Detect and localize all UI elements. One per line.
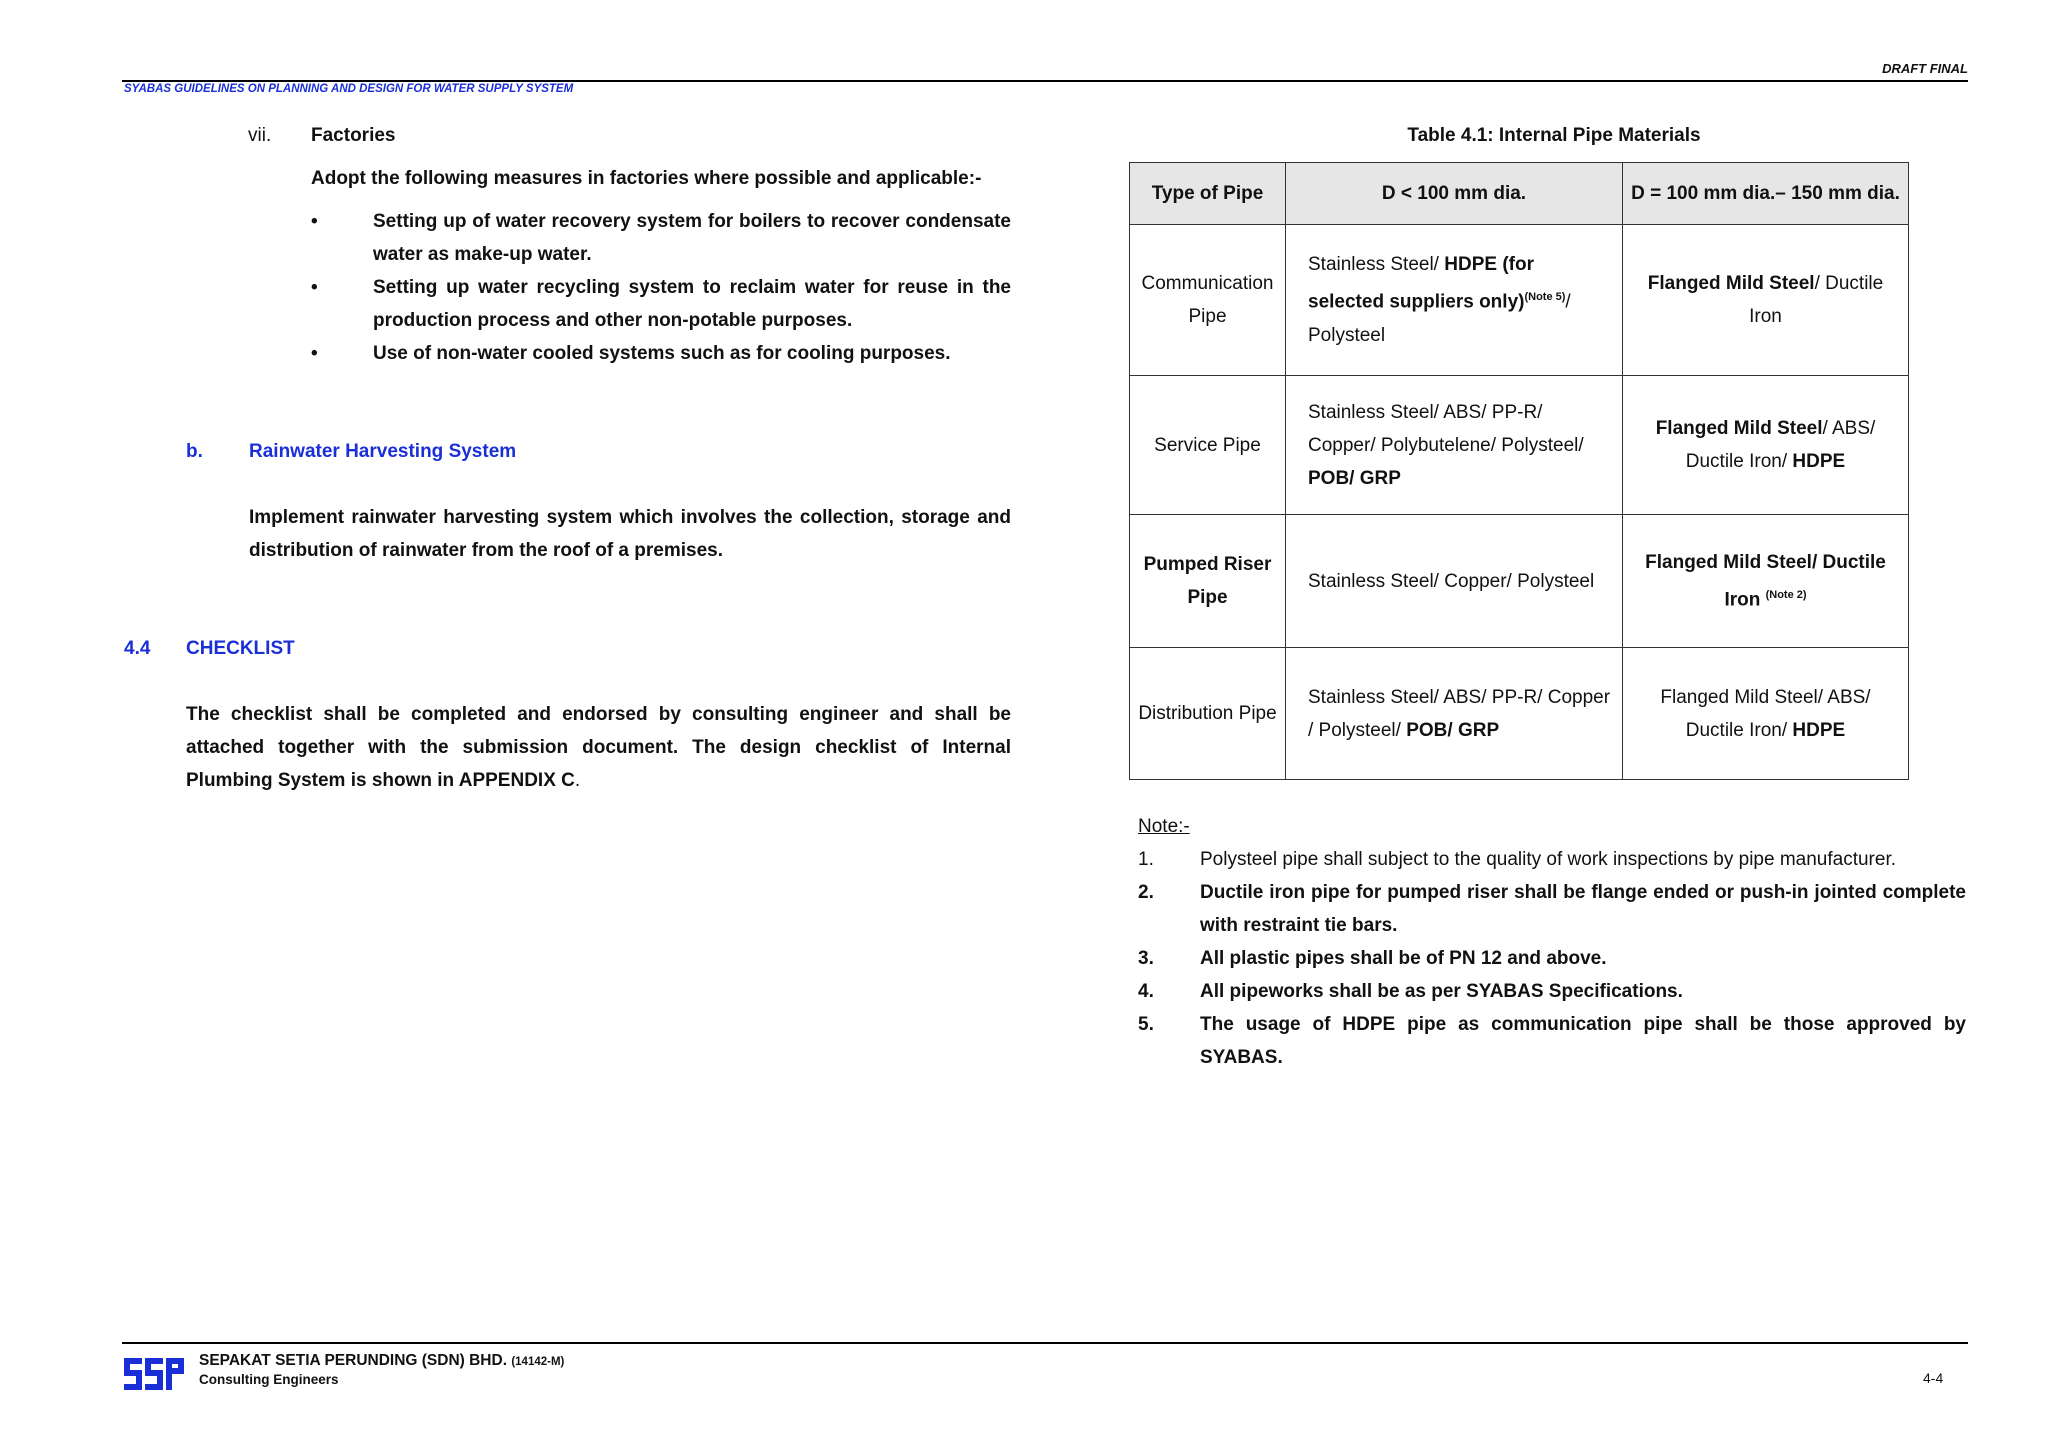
draft-label: DRAFT FINAL [1882, 61, 1968, 76]
cell-large-materials: Flanged Mild Steel/ Ductile Iron $^{(Note 2)}$ [1623, 515, 1909, 648]
note-item: 1. Polysteel pipe shall subject to the quality of work inspections by pipe manufacturer. [1138, 849, 1896, 870]
table-row [1130, 225, 1909, 376]
rainwater-text: Implement rainwater harvesting system which involves the collection, storage and distribution of rainwater from the roof of a premises. [249, 507, 1011, 561]
cell-small-materials: Stainless Steel/ ABS/ PP-R/ Copper / Polysteel/ POB/ GRP [1286, 648, 1623, 780]
cell-small-materials: Stainless Steel/ HDPE (for selected suppliers only)$^{(Note 5)}$/ Polysteel [1286, 225, 1623, 376]
list-item [311, 337, 1011, 370]
header-small-diameter: D < 100 mm dia. [1286, 163, 1623, 225]
company-subtitle: Consulting Engineers [199, 1372, 339, 1387]
rainwater-letter: b. [186, 441, 203, 462]
document-title: SYABAS GUIDELINES ON PLANNING AND DESIGN FOR WATER SUPPLY SYSTEM [124, 83, 574, 95]
list-item [311, 205, 1011, 271]
bullet-icon: • [311, 211, 318, 232]
cell-pipe-type: Pumped Riser Pipe [1130, 515, 1286, 648]
cell-large-materials: Flanged Mild Steel/ ABS/ Ductile Iron/ HDPE [1623, 376, 1909, 515]
bullet-icon: • [311, 277, 318, 298]
cell-small-materials: Stainless Steel/ ABS/ PP-R/ Copper/ Polybutelene/ Polysteel/ POB/ GRP [1286, 376, 1623, 515]
cell-small-materials: Stainless Steel/ Copper/ Polysteel [1286, 515, 1623, 648]
pipe-materials-table [1129, 162, 1909, 780]
company-name: SEPAKAT SETIA PERUNDING (SDN) BHD. (14142-M) [199, 1352, 565, 1369]
factories-intro: Adopt the following measures in factories where possible and applicable:- [311, 168, 982, 189]
checklist-number: 4.4 [124, 638, 151, 659]
appendix-reference: APPENDIX C [458, 770, 575, 791]
footer-rule [122, 1342, 1968, 1344]
rainwater-title: Rainwater Harvesting System [249, 441, 517, 462]
checklist-text: The checklist shall be completed and endorsed by consulting engineer and shall be attached together with the submission document. The design checklist of Internal Plumbing System is shown in APPENDIX C. [186, 704, 1011, 791]
header-rule [122, 80, 1968, 82]
note-item: 5. The usage of HDPE pipe as communication pipe shall be those approved by SYABAS. [1138, 1014, 1966, 1068]
list-item [311, 271, 1011, 337]
header-large-diameter: D = 100 mm dia.– 150 mm dia. [1623, 163, 1909, 225]
factories-number: vii. [248, 125, 272, 146]
notes-heading: Note:- [1138, 816, 1190, 837]
cell-pipe-type: Distribution Pipe [1130, 648, 1286, 780]
table-caption: Table 4.1: Internal Pipe Materials [1407, 125, 1701, 146]
factories-title: Factories [311, 125, 396, 146]
cell-large-materials: Flanged Mild Steel/ Ductile Iron [1623, 225, 1909, 376]
note-item: 2. Ductile iron pipe for pumped riser shall be flange ended or push-in jointed complete with restraint tie bars. [1138, 882, 1966, 936]
checklist-title: CHECKLIST [186, 638, 295, 659]
factories-bullet-list [311, 205, 1011, 370]
bullet-text: Setting up water recycling system to reclaim water for reuse in the production process and other non-potable purposes. [373, 277, 1011, 331]
table-header-row [1130, 163, 1909, 225]
bullet-text: Use of non-water cooled systems such as for cooling purposes. [373, 343, 951, 364]
cell-pipe-type: Service Pipe [1130, 376, 1286, 515]
company-registration: (14142-M) [511, 1356, 565, 1368]
company-logo-icon [124, 1356, 184, 1392]
bullet-icon: • [311, 343, 318, 364]
cell-large-materials: Flanged Mild Steel/ ABS/ Ductile Iron/ HDPE [1623, 648, 1909, 780]
bullet-text: Setting up of water recovery system for boilers to recover condensate water as make-up water. [373, 211, 1011, 265]
table-row [1130, 515, 1909, 648]
note-item: 3. All plastic pipes shall be of PN 12 and above. [1138, 948, 1607, 969]
note-item: 4. All pipeworks shall be as per SYABAS Specifications. [1138, 981, 1683, 1002]
header-type-of-pipe: Type of Pipe [1130, 163, 1286, 225]
table-row [1130, 376, 1909, 515]
page-number: 4-4 [1923, 1370, 1944, 1386]
cell-pipe-type: Communication Pipe [1130, 225, 1286, 376]
table-row [1130, 648, 1909, 780]
